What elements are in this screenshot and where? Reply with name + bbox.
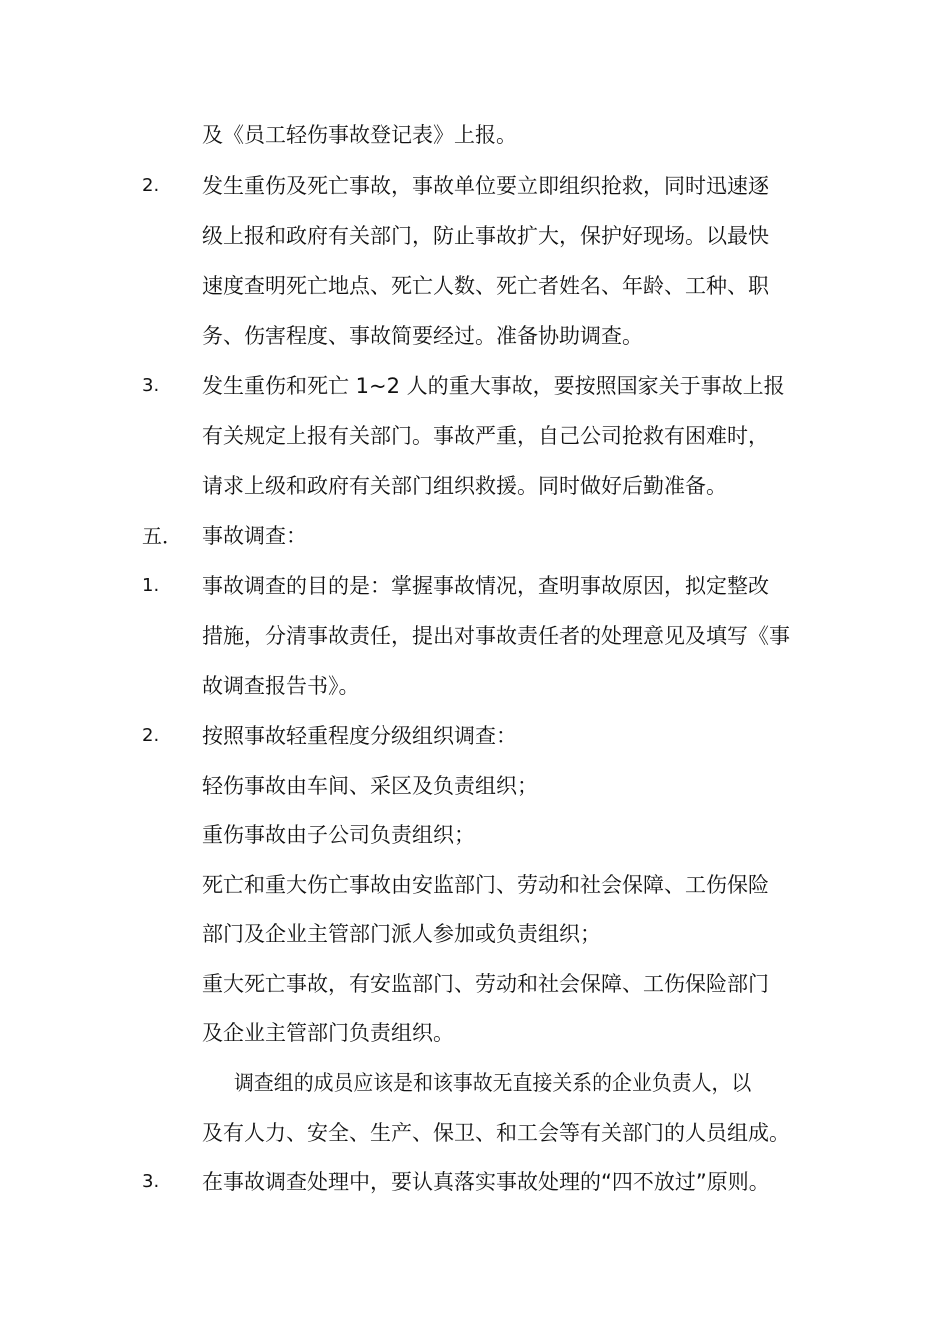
paragraph-text: 发生重伤和死亡 1~2 人的重大事故，要按照国家关于事故上报 [202,374,785,398]
paragraph-text: 及有人力、安全、生产、保卫、和工会等有关部门的人员组成。 [202,1121,790,1145]
list-number: 1. [142,575,160,596]
section-heading: 事故调查： [202,524,307,548]
list-number: 3. [142,375,160,396]
paragraph-text: 发生重伤及死亡事故，事故单位要立即组织抢救，同时迅速逐 [202,174,769,198]
list-number: 2. [142,725,160,746]
paragraph-text: 轻伤事故由车间、采区及负责组织； [202,774,538,798]
paragraph-text: 事故调查的目的是：掌握事故情况，查明事故原因，拟定整改 [202,574,769,598]
paragraph-text: 按照事故轻重程度分级组织调查： [202,724,517,748]
paragraph-text: 故调查报告书》。 [202,674,360,698]
paragraph-text: 及《员工轻伤事故登记表》上报。 [202,123,517,147]
paragraph-text: 速度查明死亡地点、死亡人数、死亡者姓名、年龄、工种、职 [202,274,769,298]
paragraph-text: 请求上级和政府有关部门组织救援。同时做好后勤准备。 [202,474,727,498]
list-number: 2. [142,175,160,196]
paragraph-text: 部门及企业主管部门派人参加或负责组织； [202,922,601,946]
paragraph-text: 重大死亡事故，有安监部门、劳动和社会保障、工伤保险部门 [202,972,769,996]
paragraph-text: 在事故调查处理中，要认真落实事故处理的“四不放过”原则。 [202,1170,770,1194]
section-number: 五． [142,524,182,548]
paragraph-text: 有关规定上报有关部门。事故严重，自己公司抢救有困难时， [202,424,769,448]
paragraph-text: 务、伤害程度、事故简要经过。准备协助调查。 [202,324,643,348]
paragraph-text: 调查组的成员应该是和该事故无直接关系的企业负责人，以 [234,1071,752,1095]
paragraph-text: 及企业主管部门负责组织。 [202,1021,454,1045]
paragraph-text: 死亡和重大伤亡事故由安监部门、劳动和社会保障、工伤保险 [202,873,769,897]
paragraph-text: 措施，分清事故责任，提出对事故责任者的处理意见及填写《事 [202,624,790,648]
paragraph-text: 重伤事故由子公司负责组织； [202,823,475,847]
paragraph-text: 级上报和政府有关部门，防止事故扩大，保护好现场。以最快 [202,224,769,248]
list-number: 3. [142,1171,160,1192]
